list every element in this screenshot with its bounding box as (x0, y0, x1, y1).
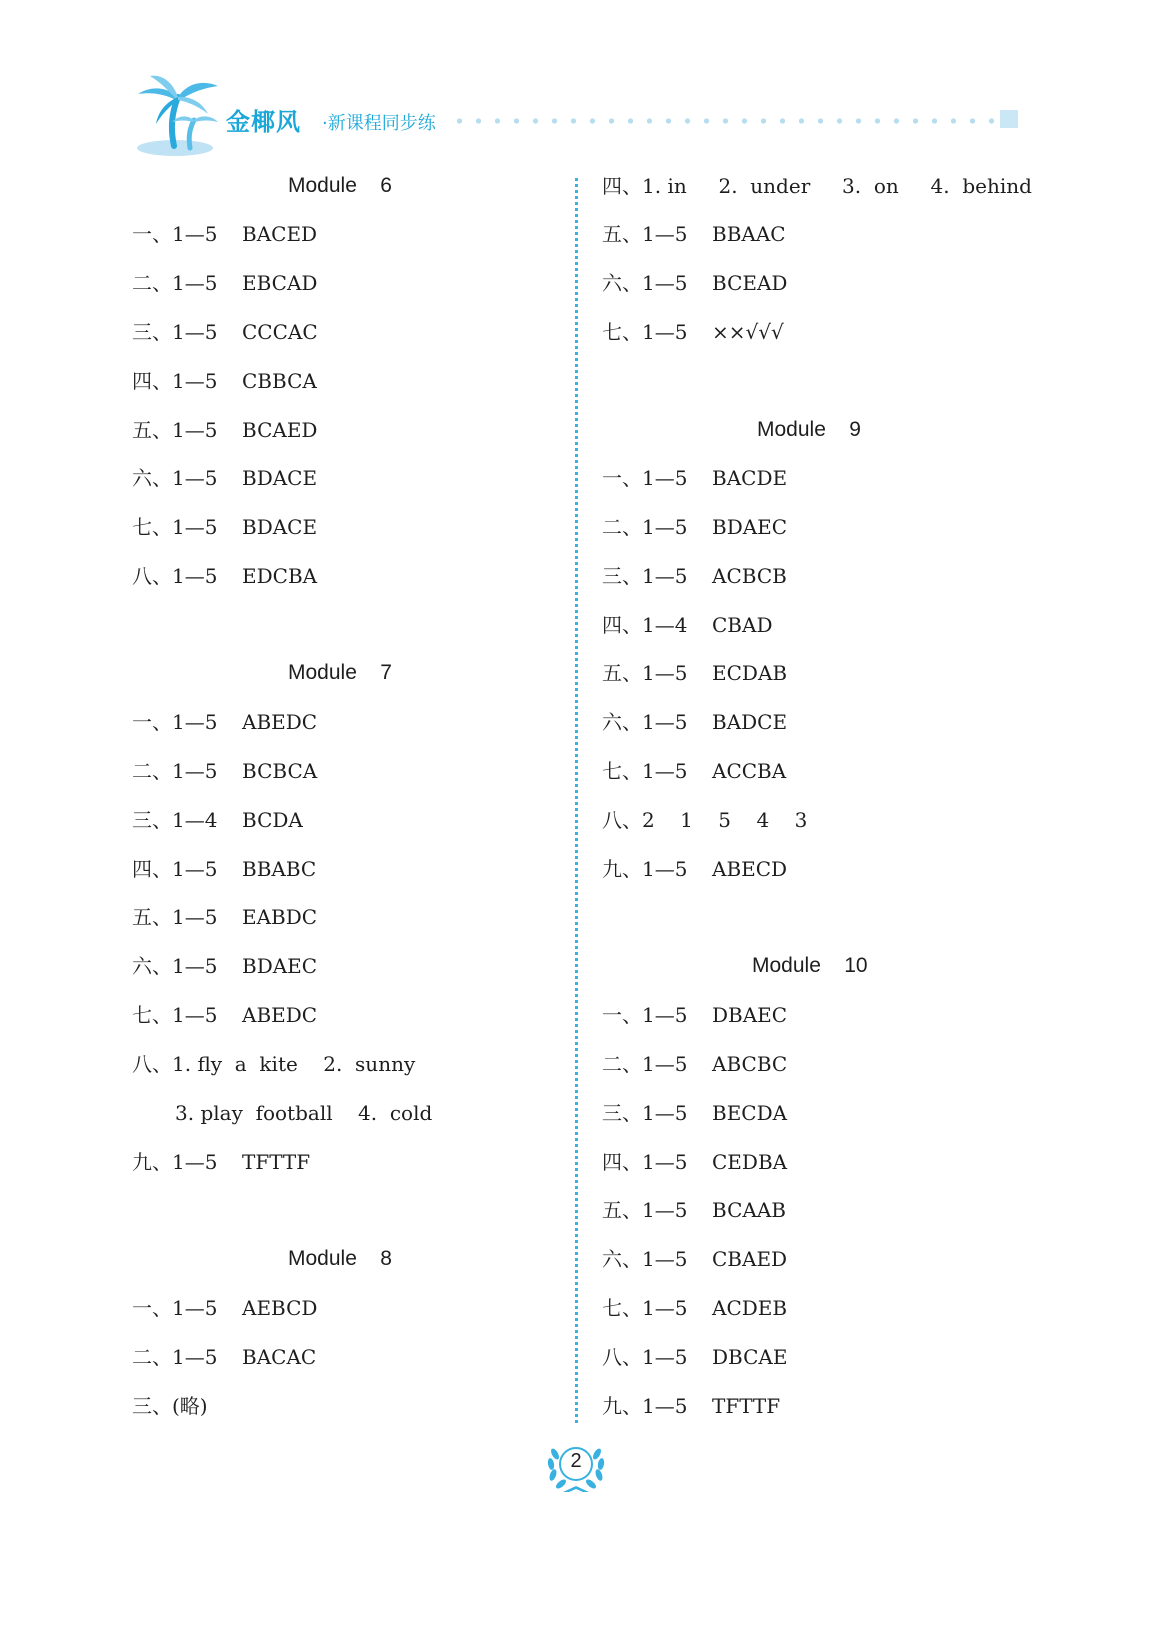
answer-row: 六、1—5 BDACE (132, 466, 318, 490)
answer-row: 六、1—5 BADCE (602, 710, 788, 734)
answer-row: 四、1—5 BBABC (132, 857, 317, 881)
answer-row: 三、1—5 BECDA (602, 1101, 788, 1125)
answer-row: 七、1—5 ABEDC (132, 1003, 318, 1027)
answer-row: 六、1—5 CBAED (602, 1247, 788, 1271)
answer-row: 三、1—5 CCCAC (132, 320, 318, 344)
answer-row: 二、1—5 EBCAD (132, 271, 318, 295)
answer-row: 八、1—5 EDCBA (132, 564, 318, 588)
answer-row: 五、1—5 BCAED (132, 418, 318, 442)
answer-row: 七、1—5 ACDEB (602, 1296, 788, 1320)
answer-row: 三、1—4 BCDA (132, 808, 303, 832)
brand-subtitle: ·新课程同步练 (322, 113, 436, 134)
answer-row: 一、1—5 BACDE (602, 466, 788, 490)
answer-row: 七、1—5 ACCBA (602, 759, 787, 783)
answer-row: 五、1—5 EABDC (132, 905, 318, 929)
answer-row: 九、1—5 TFTTF (602, 1394, 781, 1418)
answer-row: 五、1—5 BCAAB (602, 1198, 786, 1222)
answer-line: 八、2 1 5 4 3 (602, 808, 808, 832)
answer-row: 八、1—5 DBCAE (602, 1345, 788, 1369)
answer-row: 五、1—5 ECDAB (602, 661, 788, 685)
answer-row: 五、1—5 BBAAC (602, 222, 786, 246)
answer-row: 二、1—5 BDAEC (602, 515, 788, 539)
answer-line: 三、(略) (132, 1394, 208, 1418)
answer-row: 一、1—5 ABEDC (132, 710, 318, 734)
answer-row: 一、1—5 DBAEC (602, 1003, 788, 1027)
answer-line: 八、1. fly a kite 2. sunny (132, 1052, 416, 1076)
answer-row: 四、1—5 CBBCA (132, 369, 317, 393)
answer-row: 二、1—5 ABCBC (602, 1052, 788, 1076)
answer-row: 九、1—5 ABECD (602, 857, 788, 881)
module-7-title: Module 7 (288, 661, 392, 684)
answer-row: 九、1—5 TFTTF (132, 1150, 311, 1174)
module-8-title: Module 8 (288, 1247, 392, 1270)
module-10-title: Module 10 (752, 954, 868, 977)
column-divider (575, 178, 578, 1423)
answer-row: 四、1—5 CEDBA (602, 1150, 788, 1174)
page-number: 2 (570, 1450, 582, 1472)
module-6-title: Module 6 (288, 174, 392, 197)
brand-title: 金椰风 (226, 108, 301, 136)
page-header (130, 72, 1030, 162)
header-square-decoration (1000, 110, 1018, 128)
answer-row: 六、1—5 BDAEC (132, 954, 318, 978)
answer-row: 七、1—5 ××√√√ (602, 320, 784, 344)
answer-row: 六、1—5 BCEAD (602, 271, 788, 295)
module-9-title: Module 9 (757, 418, 861, 441)
palm-tree-logo-icon (130, 72, 230, 162)
answer-row: 二、1—5 BCBCA (132, 759, 318, 783)
answer-row: 四、1—4 CBAD (602, 613, 773, 637)
answer-row: 三、1—5 ACBCB (602, 564, 787, 588)
answer-row: 一、1—5 BACED (132, 222, 318, 246)
header-dot-line (450, 117, 1000, 125)
answer-line: 3. play football 4. cold (175, 1101, 433, 1125)
answer-row: 二、1—5 BACAC (132, 1345, 317, 1369)
answer-row: 一、1—5 AEBCD (132, 1296, 318, 1320)
answer-row: 七、1—5 BDACE (132, 515, 318, 539)
answer-line: 四、1. in 2. under 3. on 4. behind (602, 174, 1032, 198)
